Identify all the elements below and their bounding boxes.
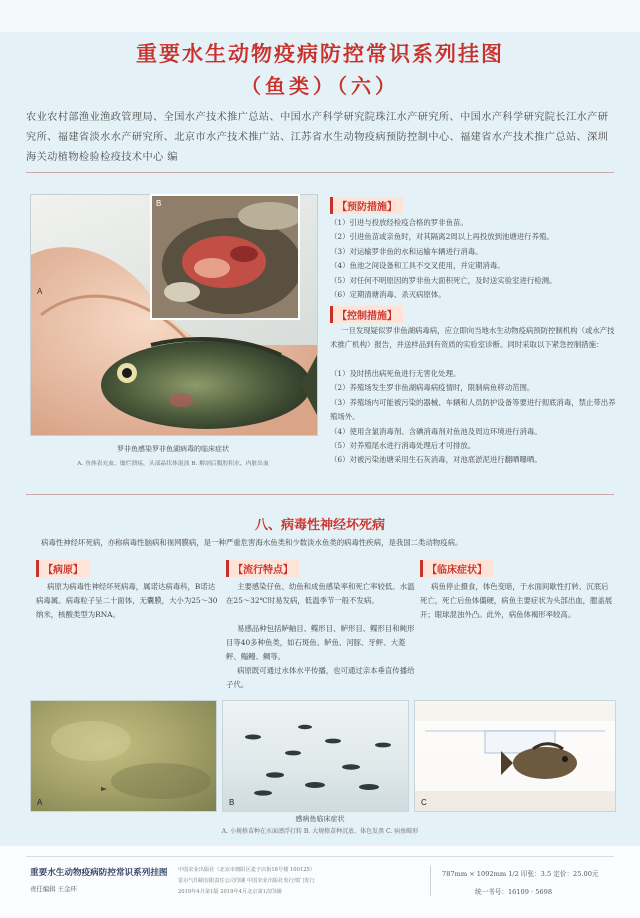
epidemic-text-1: 主要感染仔鱼、幼鱼和成鱼感染率和死亡率较低。水温在25～32℃时易发病，低温季节一般不发病。	[226, 582, 415, 605]
photo-label-b: B	[156, 199, 162, 208]
epidemic-text-3: 病原既可通过水体水平传播，也可通过亲本垂直传播给子代。	[226, 666, 415, 689]
divider	[26, 172, 614, 173]
fry-tank-illustration	[223, 701, 408, 811]
list-item: （2）引进鱼苗或亲鱼时，对其隔离2周以上再投放到池塘进行养殖。	[330, 232, 554, 242]
photo-deformed-fish	[414, 700, 616, 812]
photo-label-c: C	[421, 798, 427, 807]
control-intro: 一旦发现疑似罗非鱼湖病毒病，应立即向当地水生动物疫病预防控制机构（或水产技术推广机构）报告，并送样品到有资质的实验室诊断。同时采取以下紧急控制措施：	[330, 326, 615, 350]
list-item: （3）养殖场内可能被污染的器械、车辆和人员防护设备等要进行彻底消毒，禁止带出养殖场外。	[330, 397, 616, 422]
divider	[430, 866, 431, 896]
dissection-illustration	[152, 196, 298, 318]
footer-book-number: 统一书号：16109 · 5698	[475, 888, 553, 896]
photo-caption-detail: A. 鱼体表充血、糜烂溃疡，头部晶状体混浊 B. 解剖后腹腔积水、内脏出血	[77, 461, 269, 467]
section-intro: 病毒性神经坏死病，亦称病毒性脑病和视网膜病，是一种严重危害海水鱼类和少数淡水鱼类的病毒性疾病，是我国二类动物疫病。	[41, 538, 463, 547]
photo-caption: 罗非鱼感染罗非鱼湖病毒的临床症状	[117, 445, 229, 453]
list-item: （1）引进与投放经检疫合格的罗非鱼苗。	[330, 218, 468, 227]
poster-subtitle: （鱼类）（六）	[241, 74, 399, 98]
pathogen-heading: 【病原】	[36, 560, 89, 577]
photo-caption: 感病鱼临床症状	[295, 815, 345, 823]
photo-label-a: A	[37, 287, 43, 296]
list-item: （6）定期清塘消毒、杀灭病原体。	[330, 290, 446, 300]
footer-series-title: 重要水生动物疫病防控常识系列挂图	[30, 868, 168, 878]
list-item: （5）对任何不明原因的罗非鱼大面积死亡，及时送实验室进行检测。	[330, 275, 557, 285]
photo-label-a: A	[37, 798, 43, 807]
list-item: （4）鱼池之间设备和工具不交叉使用，并定期消毒。	[330, 261, 505, 271]
section-title: 八、病毒性神经坏死病	[254, 518, 385, 533]
symptoms-heading: 【临床症状】	[420, 560, 493, 577]
footer-editor: 责任编辑 王金环	[30, 885, 77, 893]
list-item: （4）使用含氯消毒剂、含碘消毒剂对鱼池及周边环境进行消毒。	[330, 426, 542, 436]
fry-illustration	[31, 701, 216, 811]
poster-title: 重要水生动物疫病防控常识系列挂图	[136, 42, 504, 66]
divider	[26, 494, 614, 495]
prevention-list	[330, 216, 616, 302]
photo-label-b: B	[229, 798, 235, 807]
photo-fry-floating	[30, 700, 217, 812]
symptoms-text: 病鱼停止摄食，体色变暗，于水面间歇性打转、沉底后死亡，死亡后鱼体僵硬，病鱼主要症状为头部出血，腮盖展开；眼球混浊外凸。此外，病鱼体褐形率较高。	[420, 582, 613, 619]
list-item: （3）对运输罗非鱼的水和运输车辆进行消毒。	[330, 246, 483, 256]
control-heading: 【控制措施】	[330, 306, 403, 323]
divider	[26, 856, 614, 857]
top-band	[0, 0, 640, 32]
epidemic-heading: 【流行特点】	[226, 560, 299, 577]
footer-printer: 雷尔气印刷有限责任公司印刷 中国农业出版社发行部门发行	[178, 878, 315, 884]
footer-size-price: 787mm × 1092mm 1/2 印张：3.5 定价：25.00元	[442, 870, 599, 878]
photo-fry-bottom	[222, 700, 409, 812]
footer-edition: 2019年4月第1版 2019年4月北京第1次印刷	[178, 889, 282, 895]
footer	[0, 846, 640, 918]
authors-line: 农业农村部渔业渔政管理局、全国水产技术推广总站、中国水产科学研究院珠江水产研究所、中国水产科学研究院长江水产研究所、福建省淡水水产研究所、北京市水产技术推广站、江苏省水生动物疫病预防控制中心、福建省水产技术推广总站、深圳海关动植物检验检疫技术中心 编	[26, 112, 609, 163]
list-item: （5）对养殖尾水进行消毒处理后才可排放。	[330, 441, 476, 451]
photo-dissected-fish	[150, 194, 300, 320]
list-item: （1）及时捞出病死鱼进行无害化处理。	[330, 369, 461, 378]
list-item: （2）养殖场发生罗非鱼湖病毒病疫情时，限制病鱼移动范围。	[330, 383, 535, 393]
photo-caption-detail: A. 小规格苗种在水面漂浮打转 B. 大规格苗种沉底、体色发黑 C. 病鱼畸形	[221, 828, 419, 835]
pathogen-text: 病原为病毒性神经坏死病毒，属诺达病毒科，Β诺达病毒属。病毒粒子呈二十面体，无囊膜，大小为25～30纳米，核酸类型为RNA。	[36, 582, 218, 619]
footer-publisher: 中国农业出版社（北京市朝阳区麦子店街18号楼 100125）	[178, 867, 315, 873]
prevention-heading: 【预防措施】	[330, 197, 403, 214]
list-item: （6）对被污染池塘采用生石灰消毒，对池底淤泥进行翻晒曝晒。	[330, 455, 542, 465]
deformed-fish-illustration	[415, 701, 615, 811]
epidemic-text-2: 易感品种包括鲈鲉目、鲽形目、鲈形目、鲽形目和鲀形目等40多种鱼类，如石斑鱼、鲈鱼、河豚、牙鲆、大菱鲆、鳎鳗、鲷等。	[226, 624, 415, 661]
control-list	[330, 367, 616, 468]
